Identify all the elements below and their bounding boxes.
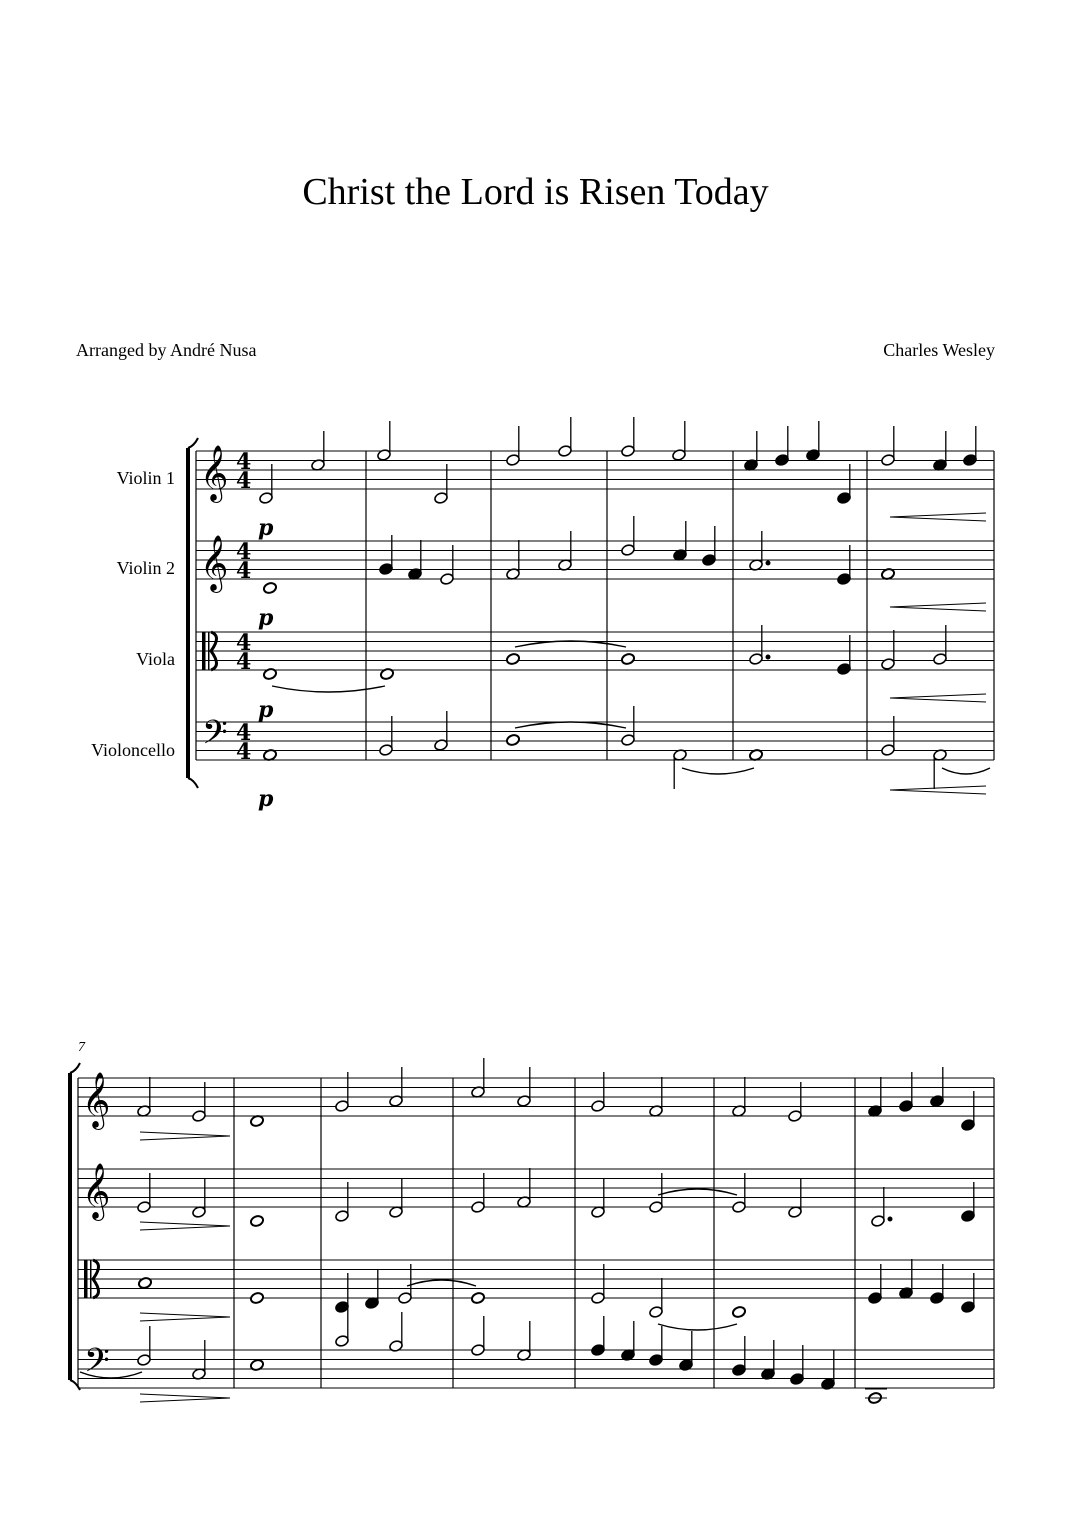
- decrescendo-hairpin: [140, 1394, 230, 1402]
- time-signature-denominator: 4: [236, 468, 252, 494]
- note-head: [263, 582, 278, 595]
- system-bracket: [188, 438, 198, 448]
- instrument-label-violin-2: Violin 2: [116, 558, 175, 578]
- note-head: [250, 1215, 265, 1228]
- measure-number: 7: [78, 1040, 85, 1055]
- dot: [888, 1217, 892, 1221]
- instrument-label-violoncello: Violoncello: [91, 740, 175, 760]
- note-head: [732, 1306, 747, 1319]
- tie: [942, 768, 990, 774]
- dynamic-violin-1: p: [258, 515, 274, 541]
- note-head: [263, 668, 278, 681]
- note-head: [506, 653, 521, 666]
- tie: [658, 1324, 737, 1330]
- time-signature-numerator: 4: [236, 720, 252, 746]
- note-head: [250, 1292, 265, 1305]
- note-head: [506, 734, 521, 747]
- time-signature-numerator: 4: [236, 630, 252, 656]
- note-head: [380, 668, 395, 681]
- instrument-label-viola: Viola: [136, 649, 175, 669]
- system-bracket: [70, 1063, 80, 1073]
- treble-clef-icon: 𝄞: [200, 535, 229, 591]
- arranger-credit: Arranged by André Nusa: [76, 340, 257, 360]
- time-signature-denominator: 4: [236, 558, 252, 584]
- crescendo-hairpin: [890, 694, 986, 702]
- treble-clef-icon: 𝄞: [200, 445, 229, 501]
- note-head: [138, 1277, 153, 1290]
- tie: [658, 1189, 737, 1195]
- dot: [766, 655, 770, 659]
- bass-clef-icon: 𝄢: [84, 1342, 110, 1388]
- dynamic-violoncello: p: [258, 786, 274, 812]
- tie: [407, 1280, 476, 1286]
- dot: [766, 561, 770, 565]
- time-signature-denominator: 4: [236, 739, 252, 765]
- note-head: [250, 1359, 265, 1372]
- alto-clef-icon: [84, 1260, 88, 1298]
- time-signature-numerator: 4: [236, 449, 252, 475]
- crescendo-hairpin: [890, 603, 986, 611]
- instrument-label-violin-1: Violin 1: [116, 468, 175, 488]
- tie: [272, 686, 385, 692]
- note-head: [471, 1292, 486, 1305]
- dynamic-viola: p: [258, 697, 274, 723]
- crescendo-hairpin: [890, 513, 986, 521]
- time-signature-denominator: 4: [236, 649, 252, 675]
- decrescendo-hairpin: [140, 1222, 230, 1230]
- note-head: [621, 653, 636, 666]
- decrescendo-hairpin: [140, 1132, 230, 1140]
- tie: [515, 722, 626, 728]
- decrescendo-hairpin: [140, 1313, 230, 1321]
- system-bracket: [188, 778, 198, 788]
- dynamic-violin-2: p: [258, 605, 274, 631]
- treble-clef-icon: 𝄞: [82, 1072, 111, 1128]
- score-title: Christ the Lord is Risen Today: [302, 171, 769, 213]
- treble-clef-icon: 𝄞: [82, 1163, 111, 1219]
- time-signature-numerator: 4: [236, 539, 252, 565]
- bass-clef-icon: 𝄢: [202, 714, 228, 760]
- crescendo-hairpin: [890, 786, 986, 794]
- tie: [682, 768, 754, 774]
- alto-clef-icon: [202, 632, 206, 670]
- composer-credit: Charles Wesley: [883, 340, 995, 360]
